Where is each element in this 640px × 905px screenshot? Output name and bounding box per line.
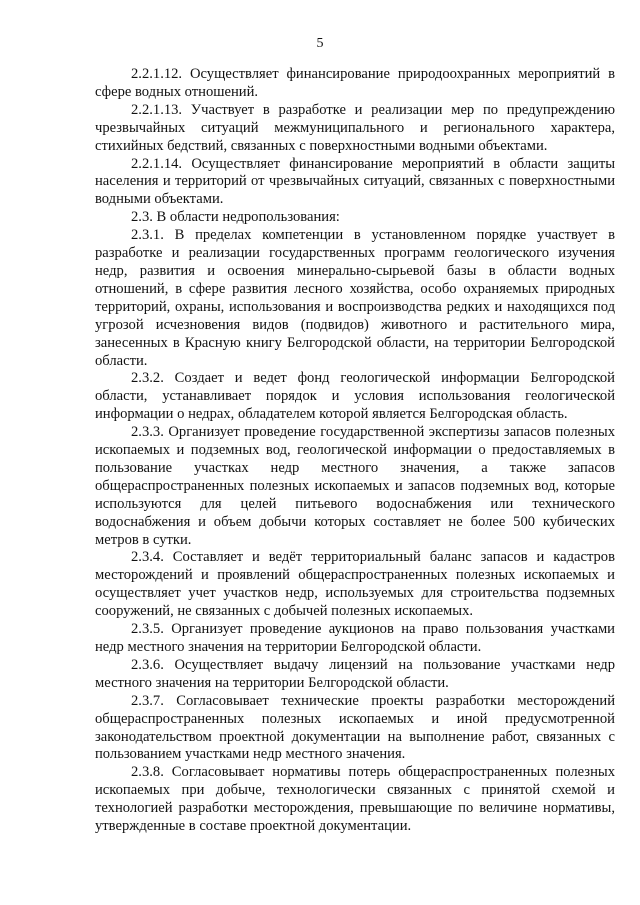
paragraph-2-3-6: 2.3.6. Осуществляет выдачу лицензий на пользование участками недр местного значения на территории Белгородской области.: [95, 656, 615, 691]
page-number: 5: [316, 36, 324, 51]
paragraph-2-3-8: 2.3.8. Согласовывает нормативы потерь общераспространенных полезных ископаемых при добыче, технологически связанных с принятой схемой и технологией разработки месторождения, превышающие по величине нормативы, утвержденные в составе проектной документации.: [95, 764, 615, 835]
paragraph-2-2-1-13: 2.2.1.13. Участвует в разработке и реализации мер по предупреждению чрезвычайных ситуаций межмуниципального и регионального характера, стихийных бедствий, связанных с поверхностными водными объектами.: [95, 101, 615, 154]
paragraph-2-3-7: 2.3.7. Согласовывает технические проекты разработки месторождений общераспространенных полезных ископаемых и иной предусмотренной законодательством проектной документации на выполнение работ, связанных с пользованием участками недр местного значения.: [95, 692, 615, 763]
paragraph-2-3-5: 2.3.5. Организует проведение аукционов на право пользования участками недр местного значения на территории Белгородской области.: [95, 621, 615, 655]
section-heading-2-3: 2.3. В области недропользования:: [131, 209, 340, 226]
paragraph-2-3-4: 2.3.4. Составляет и ведёт территориальный баланс запасов и кадастров месторождений и проявлений общераспространенных полезных ископаемых и осуществляет учет участков недр, используемых для строительства подземных сооружений, не связанных с добычей полезных ископаемых.: [95, 549, 615, 620]
paragraph-2-2-1-12: 2.2.1.12. Осуществляет финансирование природоохранных мероприятий в сфере водных отношений.: [95, 66, 615, 100]
paragraph-2-3-3: 2.3.3. Организует проведение государственной экспертизы запасов полезных ископаемых и подземных вод, геологической информации о предоставляемых в пользование участках недр местного значения, а также запасов общераспространенных полезных ископаемых и запасов подземных вод, которые используются для целей питьевого водоснабжения или технического водоснабжения и объем добычи которых составляет не более 500 кубических метров в сутки.: [95, 424, 615, 548]
paragraph-2-2-1-14: 2.2.1.14. Осуществляет финансирование мероприятий в области защиты населения и территорий от чрезвычайных ситуаций, связанных с поверхностными водными объектами.: [95, 155, 615, 208]
paragraph-2-3-1: 2.3.1. В пределах компетенции в установленном порядке участвует в разработке и реализации государственных программ геологического изучения недр, развития и освоения минерально-сырьевой базы в области водных отношений, в сфере развития лесного хозяйства, особо охраняемых природных территорий, охраны, использования и воспроизводства редких и находящихся под угрозой исчезновения видов (подвидов) животного и растительного мира, занесенных в Красную книгу Белгородской области, на территории Белгородской области.: [95, 227, 615, 369]
document-body: [95, 66, 615, 836]
paragraph-2-3-2: 2.3.2. Создает и ведет фонд геологической информации Белгородской области, устанавливает порядок и условия использования геологической информации о недрах, обладателем которой является Белгородская область.: [95, 370, 615, 423]
